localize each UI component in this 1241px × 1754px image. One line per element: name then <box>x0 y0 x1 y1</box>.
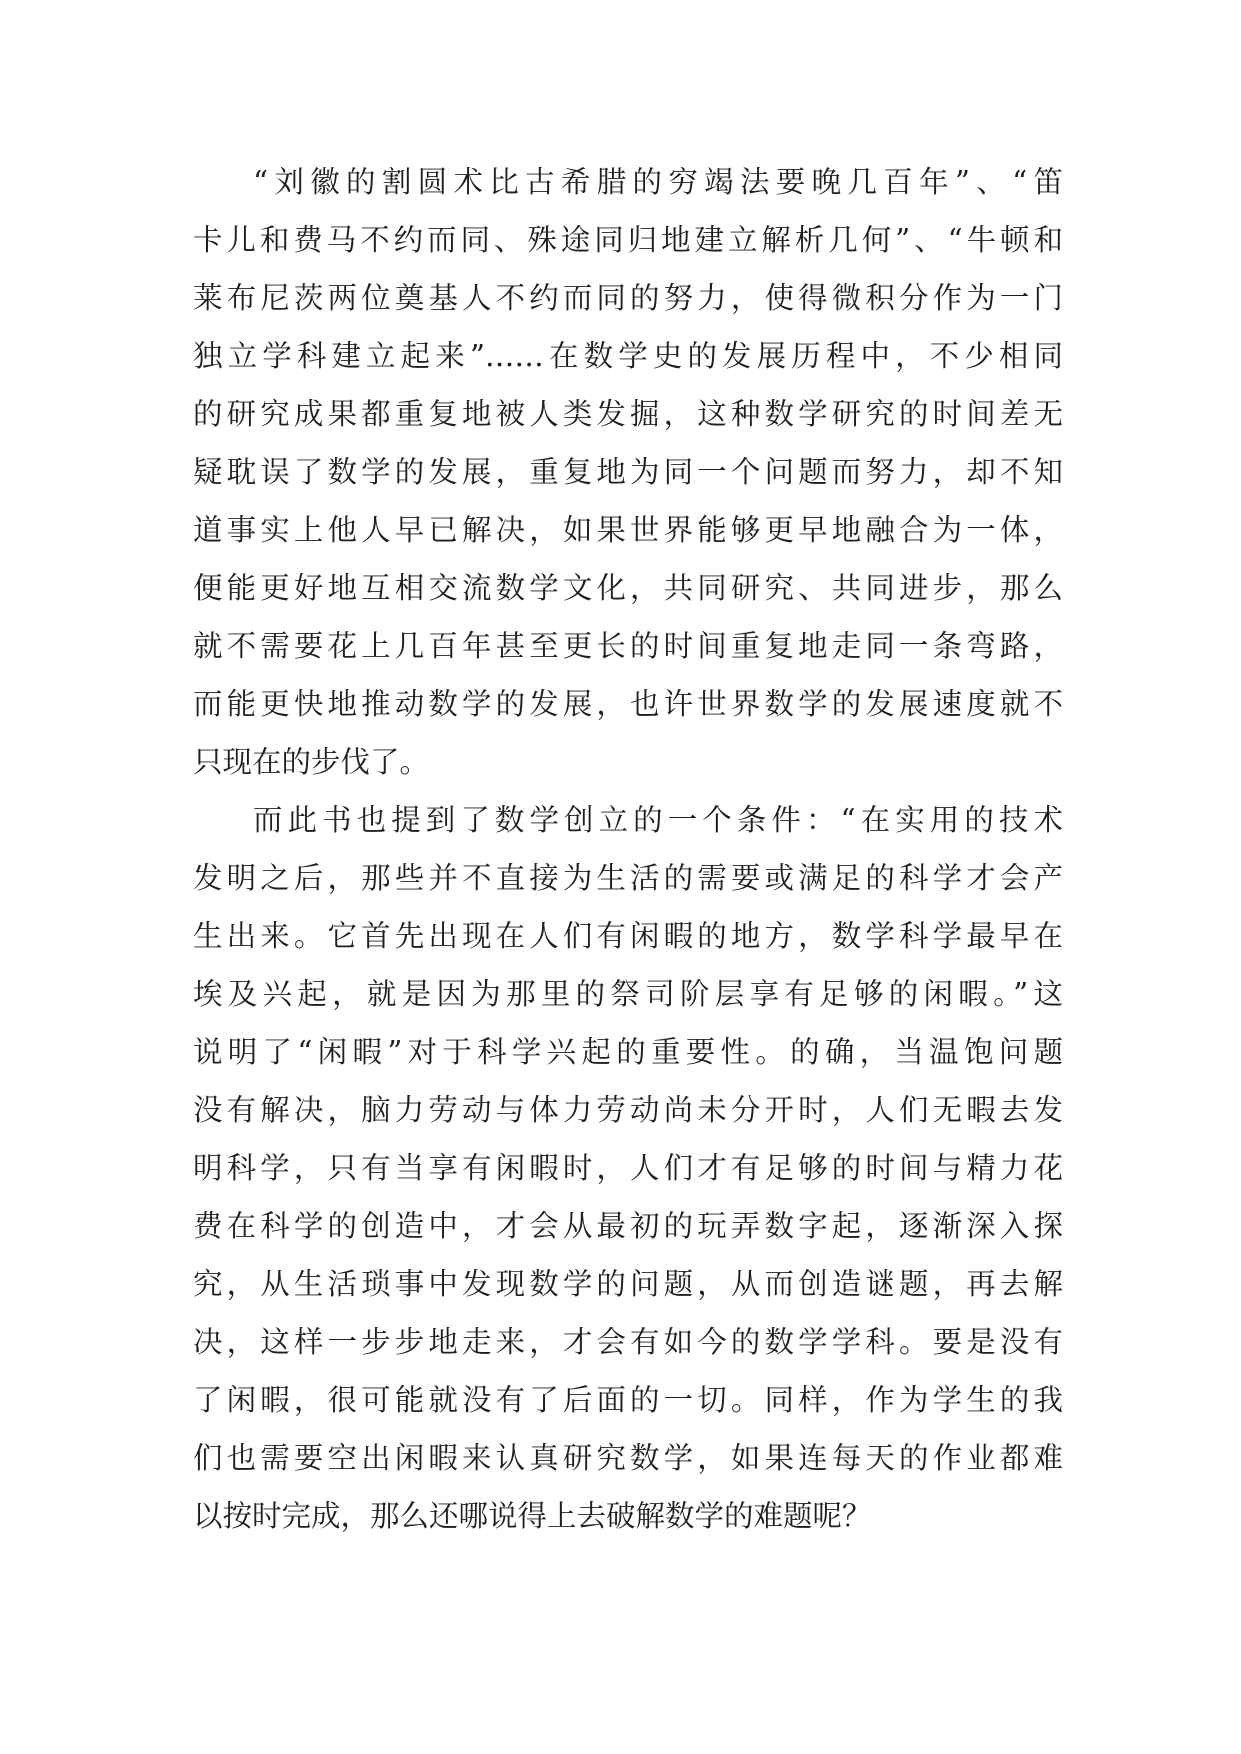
paragraph-line: 卡儿和费马不约而同、殊途同归地建立解析几何”、“牛顿和 <box>193 223 1063 257</box>
paragraph-line: 没有解决，脑力劳动与体力劳动尚未分开时，人们无暇去发 <box>193 1093 1063 1127</box>
paragraph-line: 道事实上他人早已解决，如果世界能够更早地融合为一体， <box>193 513 1063 547</box>
paragraph-line: 就不需要花上几百年甚至更长的时间重复地走同一条弯路， <box>193 629 1063 663</box>
paragraph-line: 费在科学的创造中，才会从最初的玩弄数字起，逐渐深入探 <box>193 1209 1063 1243</box>
paragraph-line: 疑耽误了数学的发展，重复地为同一个问题而努力，却不知 <box>193 455 1063 489</box>
paragraph-line: 便能更好地互相交流数学文化，共同研究、共同进步，那么 <box>193 571 1063 605</box>
paragraph-line: 发明之后，那些并不直接为生活的需要或满足的科学才会产 <box>193 861 1063 895</box>
paragraph-line: 莱布尼茨两位奠基人不约而同的努力，使得微积分作为一门 <box>193 281 1063 315</box>
paragraph-line: 们也需要空出闲暇来认真研究数学，如果连每天的作业都难 <box>193 1441 1063 1475</box>
paragraph-line: 说明了“闲暇”对于科学兴起的重要性。的确，当温饱问题 <box>193 1035 1063 1069</box>
paragraph-line: 究，从生活琐事中发现数学的问题，从而创造谜题，再去解 <box>193 1267 1063 1301</box>
paragraph-line: 生出来。它首先出现在人们有闲暇的地方，数学科学最早在 <box>193 919 1063 953</box>
paragraph-line: 埃及兴起，就是因为那里的祭司阶层享有足够的闲暇。”这 <box>193 977 1063 1011</box>
paragraph-1 <box>193 153 1063 791</box>
paragraph-line: 而此书也提到了数学创立的一个条件：“在实用的技术 <box>253 803 1063 837</box>
body-text <box>193 153 1063 1545</box>
paragraph-line: 了闲暇，很可能就没有了后面的一切。同样，作为学生的我 <box>193 1383 1063 1417</box>
paragraph-line: 明科学，只有当享有闲暇时，人们才有足够的时间与精力花 <box>193 1151 1063 1185</box>
paragraph-line: 而能更快地推动数学的发展，也许世界数学的发展速度就不 <box>193 687 1063 721</box>
paragraph-line: “刘徽的割圆术比古希腊的穷竭法要晚几百年”、“笛 <box>253 165 1063 199</box>
paragraph-line: 独立学科建立起来”……在数学史的发展历程中，不少相同 <box>193 339 1063 373</box>
paragraph-line: 以按时完成，那么还哪说得上去破解数学的难题呢？ <box>193 1499 872 1533</box>
paragraph-line: 的研究成果都重复地被人类发掘，这种数学研究的时间差无 <box>193 397 1063 431</box>
paragraph-2 <box>193 791 1063 1545</box>
paragraph-line: 决，这样一步步地走来，才会有如今的数学学科。要是没有 <box>193 1325 1063 1359</box>
paragraph-line: 只现在的步伐了。 <box>193 745 430 779</box>
